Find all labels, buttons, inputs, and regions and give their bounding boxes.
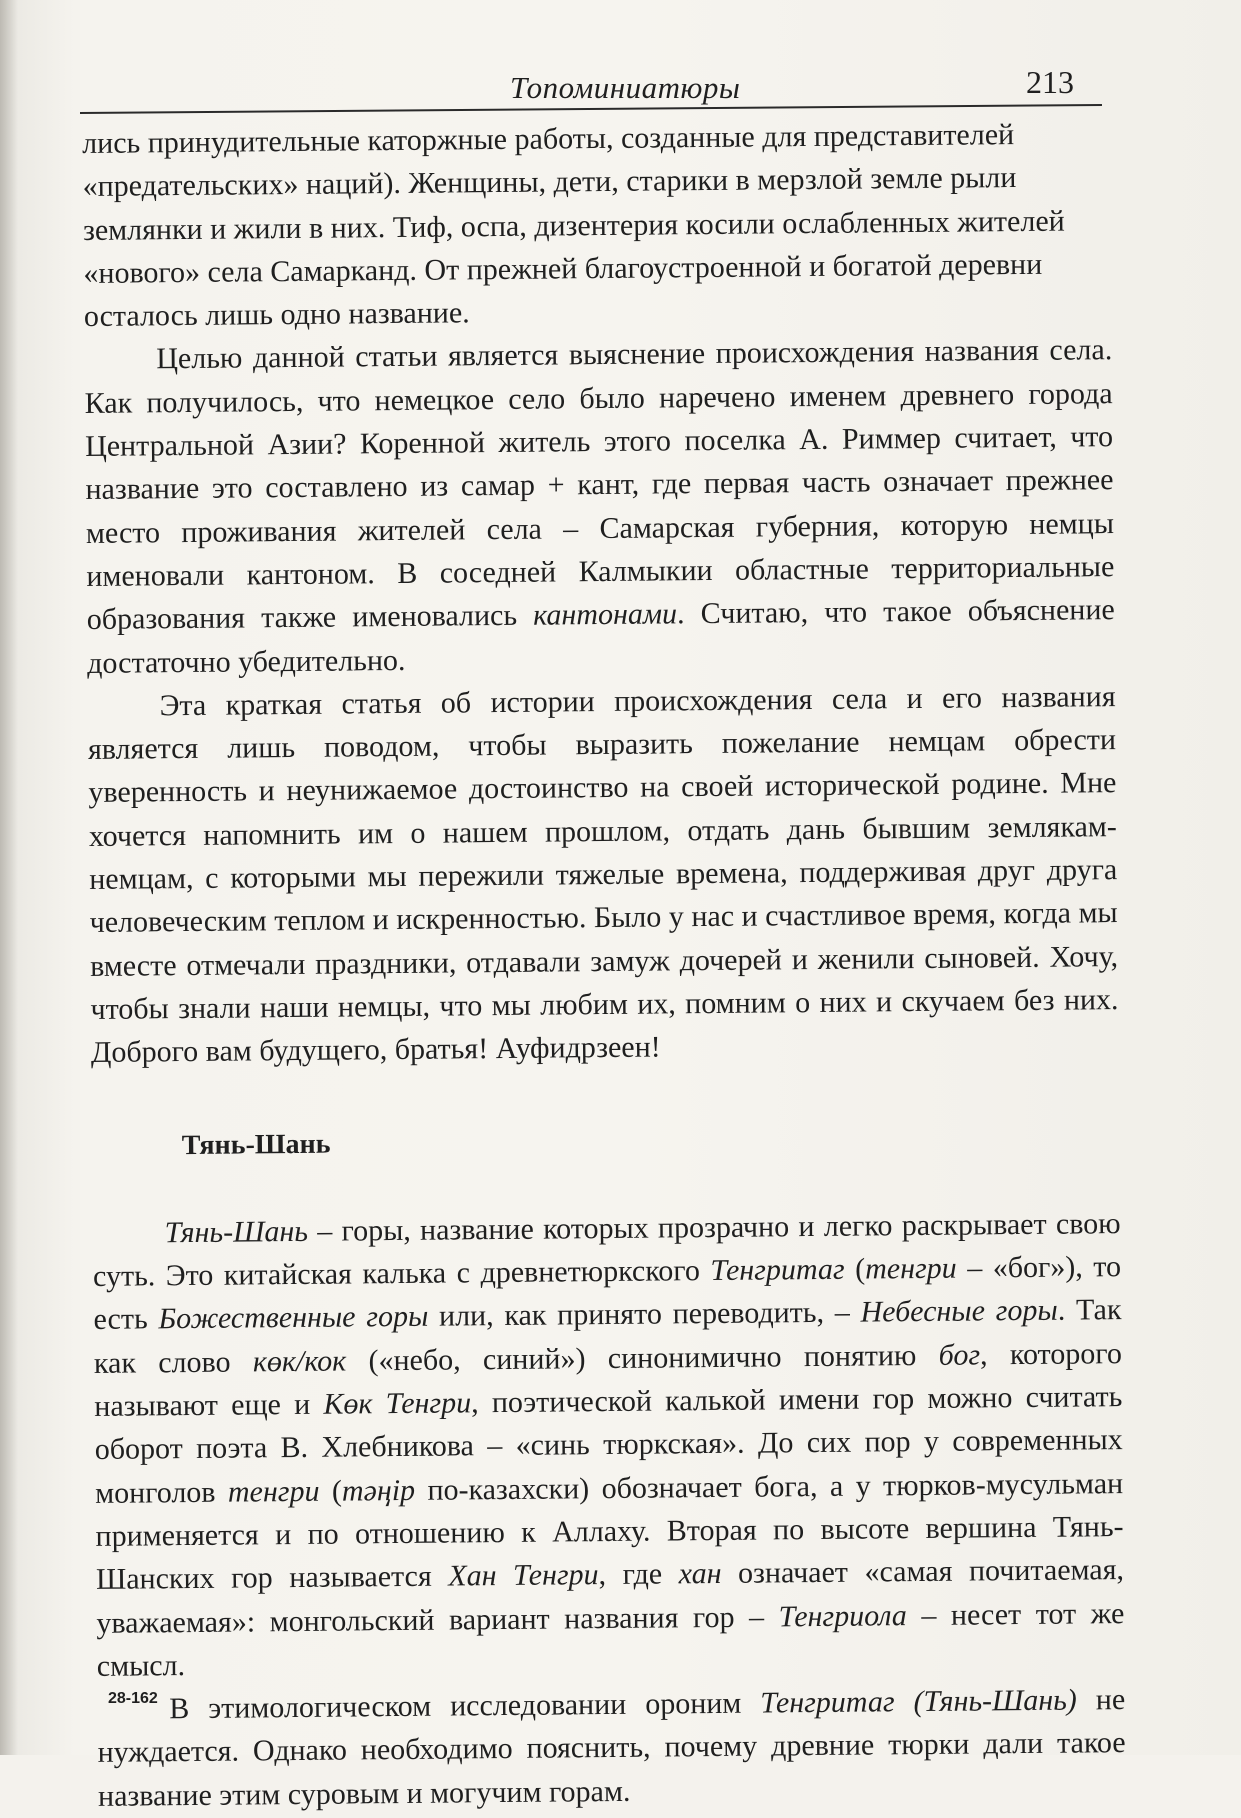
italic-term: Хан Тенгри	[448, 1558, 599, 1593]
paragraph-purpose	[84, 329, 1115, 685]
italic-term: Небесные горы	[860, 1294, 1058, 1330]
italic-term: Тянь-Шань	[164, 1214, 309, 1250]
text-run: или, как принято переводить, –	[428, 1296, 861, 1334]
text-run: (	[319, 1474, 343, 1508]
italic-term: кантонами	[533, 597, 678, 632]
signature-code: 28-162	[108, 1690, 158, 1707]
text-run: означает «самая почитаемая, уважаемая»: монгольский вариант названия гор –	[96, 1553, 1125, 1640]
italic-term: бог	[938, 1338, 981, 1372]
paragraph-tian-shan	[92, 1202, 1125, 1688]
paragraph-farewell: Эта краткая статья об истории происхождения села и его названия является лишь поводом, чтобы выразить пожелание немцам обрести уверенность и неунижаемое достоинство на своей исторической родине. Мне хочется напомнить им о нашем прошлом, отдать дань бывшим землякам-немцам, с которыми мы пережили тяжелые времена, поддерживая друг друга человеческим теплом и искренностью. Было у нас и счастливое время, когда мы вместе отмечали праздники, отдавали замуж дочерей и женили сыновей. Хочу, чтобы знали наши немцы, что мы любим их, помним о них и скучаем без них. Доброго вам будущего, братья! Ауфидрзеен!	[87, 679, 1119, 1070]
italic-term: Божественные горы	[158, 1300, 429, 1336]
italic-term: Көк Тенгри	[323, 1386, 472, 1421]
text-run: («небо, синий») синонимично понятию	[346, 1338, 939, 1378]
italic-term: көк/кок	[252, 1344, 347, 1379]
text-run: Целью данной статьи является выяснение происхождения названия села. Как получилось, что немецкое село было наречено именем древнего города Центральной Азии? Коренной житель этого поселка А. Риммер считает, что название это составлено из самар + кант, где первая часть означает прежнее место проживания жителей села – Самарская губерния, которую немцы именовали кантоном. В соседней Калмыкии областные территориальные образования также именовались	[84, 333, 1115, 637]
italic-term: Тенгритаг (Тянь-Шань)	[760, 1683, 1077, 1720]
text-run: (	[844, 1252, 866, 1286]
text-run: – несет тот же смысл.	[96, 1596, 1125, 1683]
italic-term: тенгри	[227, 1474, 320, 1509]
text-run: – «бог»), то есть	[93, 1250, 1122, 1337]
text-run: не нуждается. Однако необходимо пояснить, почему древние тюрки дали такое название этим суровым и могучим горам.	[97, 1683, 1126, 1813]
paragraph-etymology	[97, 1678, 1126, 1818]
binding-shadow	[0, 0, 18, 1755]
text-run: В этимологическом исследовании ороним	[169, 1686, 761, 1726]
text-run: . Так как слово	[93, 1293, 1122, 1380]
paragraph-continued: лись принудительные каторжные работы, созданные для представителей «предательских» наций). Женщины, дети, старики в мерзлой земле рыли землянки и жили в них. Тиф, оспа, дизентерия косили ослабленных жителей «нового» села Самарканд. От прежней благоустроенной и богатой деревни осталось лишь одно название.	[82, 118, 1065, 334]
text-run: , где	[598, 1557, 679, 1592]
text-run: – горы, название которых прозрачно и легко раскрывает свою суть. Это китайская калька с древнетюркского	[92, 1206, 1121, 1294]
italic-term: тенгри	[864, 1251, 957, 1286]
italic-term: тәңір	[341, 1473, 416, 1508]
section-heading: Тянь-Шань	[181, 1128, 331, 1161]
text-run: , поэтической калькой имени гор можно считать оборот поэта В. Хлебникова – «синь тюркская». До сих пор у современных монголов	[94, 1380, 1123, 1510]
text-run: , которого называют еще и	[94, 1336, 1123, 1423]
italic-term: Тенгриола	[778, 1598, 907, 1633]
page-number: 213	[1026, 64, 1074, 100]
italic-term: Тенгритаг	[710, 1252, 845, 1288]
text-run: . Считаю, что такое объяснение достаточно убедительно.	[87, 593, 1115, 680]
text-run: по-казахски) обозначает бога, а у тюрков-мусульман применяется и по отношению к Аллаху. Вторая по высоте вершина Тянь-Шанских гор называется	[95, 1466, 1124, 1597]
italic-term: хан	[678, 1557, 722, 1591]
body-text	[82, 112, 1126, 1818]
running-title: Топоминиатюры	[510, 70, 741, 105]
